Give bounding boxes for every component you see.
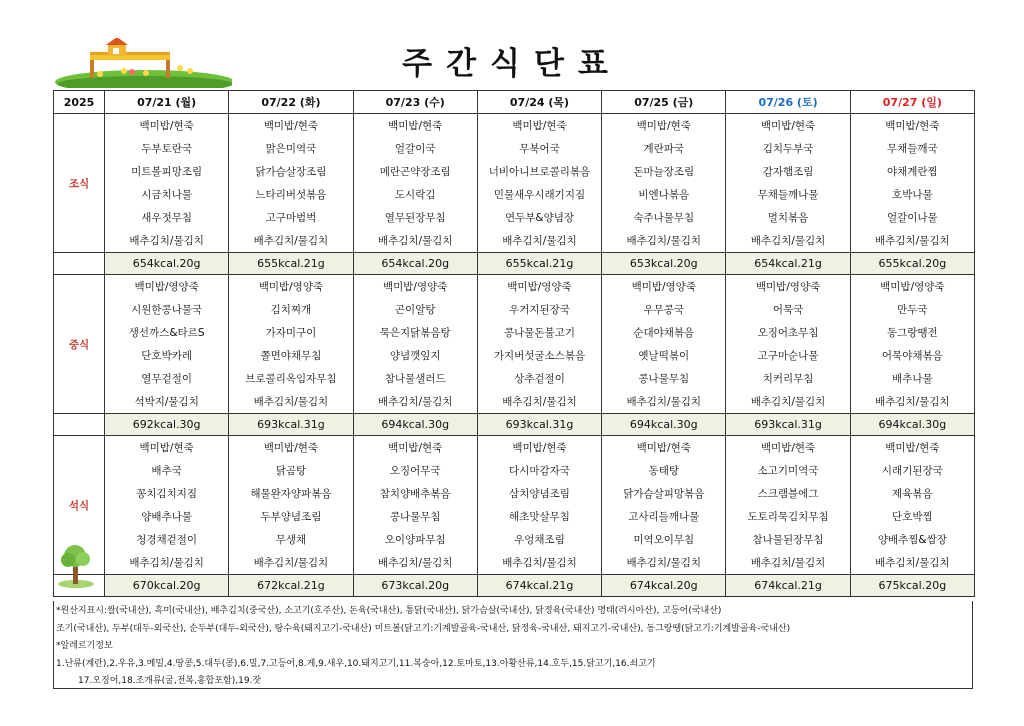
kcal-value: 674kcal.21g <box>477 575 601 597</box>
menu-item: 미트볼피망조림 <box>105 160 229 183</box>
menu-item: 배추김치/물김치 <box>229 390 353 414</box>
menu-item: 백미밥/영양죽 <box>850 275 974 299</box>
menu-item: 해물완자양파볶음 <box>229 482 353 505</box>
menu-row <box>54 114 975 138</box>
kcal-value: 670kcal.20g <box>105 575 229 597</box>
menu-row <box>54 183 975 206</box>
menu-item: 양념깻잎지 <box>353 344 477 367</box>
menu-item: 참치양배추볶음 <box>353 482 477 505</box>
menu-item: 너비아니브로콜리볶음 <box>477 160 601 183</box>
menu-row <box>54 229 975 253</box>
menu-item: 메란곤약장조림 <box>353 160 477 183</box>
menu-item: 참나물된장무침 <box>726 528 850 551</box>
menu-item: 배추김치/물김치 <box>726 390 850 414</box>
kcal-value: 655kcal.21g <box>477 253 601 275</box>
kcal-value: 694kcal.30g <box>850 414 974 436</box>
menu-row <box>54 482 975 505</box>
menu-item: 만두국 <box>850 298 974 321</box>
menu-item: 단호박카레 <box>105 344 229 367</box>
menu-item: 삼치양념조림 <box>477 482 601 505</box>
menu-item: 배추김치/물김치 <box>229 229 353 253</box>
menu-item: 백미밥/현죽 <box>477 114 601 138</box>
menu-item: 배추김치/물김치 <box>477 551 601 575</box>
menu-item: 백미밥/영양죽 <box>477 275 601 299</box>
kcal-value: 693kcal.31g <box>726 414 850 436</box>
menu-item: 오이양파무침 <box>353 528 477 551</box>
menu-item: 배추김치/물김치 <box>850 390 974 414</box>
menu-item: 배추김치/물김치 <box>105 229 229 253</box>
menu-item: 배추김치/물김치 <box>602 551 726 575</box>
kcal-value: 655kcal.20g <box>850 253 974 275</box>
menu-item: 배추나물 <box>850 367 974 390</box>
menu-item: 스크램블에그 <box>726 482 850 505</box>
menu-item: 얼갈이나물 <box>850 206 974 229</box>
menu-item: 김치찌개 <box>229 298 353 321</box>
menu-item: 맑은미역국 <box>229 137 353 160</box>
menu-item: 꽁치김치지짐 <box>105 482 229 505</box>
menu-item: 참나물샐러드 <box>353 367 477 390</box>
menu-item: 백미밥/현죽 <box>602 114 726 138</box>
origin-note: 조기(국내산), 두부(대두-외국산), 순두부(대두-외국산), 탕수육(돼지고기-국내산) 미트볼(닭고기:기계발골육-국내산, 닭정육-국내산, 돼지고기-국내산), 동그랑땡(닭고기:기계발골육-국내산) <box>56 623 791 634</box>
menu-item: 쫄면야채무침 <box>229 344 353 367</box>
menu-item: 오징어무국 <box>353 459 477 482</box>
menu-item: 해초맛살무침 <box>477 505 601 528</box>
menu-item: 콩나물무침 <box>602 367 726 390</box>
menu-item: 도시락김 <box>353 183 477 206</box>
menu-item: 연두부&양념장 <box>477 206 601 229</box>
kcal-value: 672kcal.21g <box>229 575 353 597</box>
menu-item: 상추겉절이 <box>477 367 601 390</box>
kcal-value: 693kcal.31g <box>477 414 601 436</box>
menu-item: 어묵야채볶음 <box>850 344 974 367</box>
menu-item: 새우젓무침 <box>105 206 229 229</box>
menu-item: 콩나물무침 <box>353 505 477 528</box>
menu-item: 고구마순나물 <box>726 344 850 367</box>
day-header: 07/25 (금) <box>602 91 726 114</box>
menu-item: 멸치볶음 <box>726 206 850 229</box>
menu-item: 백미밥/현죽 <box>353 114 477 138</box>
menu-row <box>54 137 975 160</box>
kcal-value: 674kcal.20g <box>602 575 726 597</box>
menu-item: 고사리들깨나물 <box>602 505 726 528</box>
menu-item: 배추국 <box>105 459 229 482</box>
kcal-value: 674kcal.21g <box>726 575 850 597</box>
menu-item: 소고기미역국 <box>726 459 850 482</box>
menu-item: 배추김치/물김치 <box>105 551 229 575</box>
menu-item: 느타리버섯볶음 <box>229 183 353 206</box>
menu-item: 배추김치/물김치 <box>353 551 477 575</box>
allergy-list: 1.난류(계란),2.우유,3.메밀,4.땅콩,5.대두(콩),6.밀,7.고등어,8.게,9.새우,10.돼지고기,11.복숭아,12.토마토,13.아황산류,14.호두,15.닭고기,16.쇠고기 <box>56 658 656 669</box>
menu-item: 청경채겉절이 <box>105 528 229 551</box>
menu-item: 시래기된장국 <box>850 459 974 482</box>
menu-item: 열무된장무침 <box>353 206 477 229</box>
menu-item: 무북어국 <box>477 137 601 160</box>
kcal-row <box>54 414 975 436</box>
menu-item: 도토리묵김치무침 <box>726 505 850 528</box>
menu-item: 야채계란찜 <box>850 160 974 183</box>
kcal-value: 673kcal.20g <box>353 575 477 597</box>
menu-item: 배추김치/물김치 <box>602 390 726 414</box>
menu-row <box>54 505 975 528</box>
menu-item: 호박나물 <box>850 183 974 206</box>
menu-item: 시금치나물 <box>105 183 229 206</box>
menu-row <box>54 206 975 229</box>
menu-item: 백미밥/현죽 <box>477 436 601 460</box>
kcal-value: 654kcal.21g <box>726 253 850 275</box>
menu-item: 닭가슴살피망볶음 <box>602 482 726 505</box>
kcal-row <box>54 575 975 597</box>
menu-item: 배추김치/물김치 <box>726 229 850 253</box>
menu-item: 백미밥/현죽 <box>602 436 726 460</box>
menu-item: 치커리무침 <box>726 367 850 390</box>
menu-row <box>54 551 975 575</box>
weekly-menu-table <box>53 90 975 597</box>
menu-item: 우무콩국 <box>602 298 726 321</box>
menu-row <box>54 436 975 460</box>
menu-item: 우엉채조림 <box>477 528 601 551</box>
menu-item: 돈마늘장조림 <box>602 160 726 183</box>
menu-item: 열무겉절이 <box>105 367 229 390</box>
menu-item: 옛날떡볶이 <box>602 344 726 367</box>
menu-item: 어묵국 <box>726 298 850 321</box>
kcal-value: 692kcal.30g <box>105 414 229 436</box>
menu-item: 배추김치/물김치 <box>477 229 601 253</box>
menu-item: 백미밥/현죽 <box>726 436 850 460</box>
menu-item: 백미밥/영양죽 <box>105 275 229 299</box>
allergy-heading: *알레르기정보 <box>56 641 113 652</box>
menu-item: 양배추찜&쌈장 <box>850 528 974 551</box>
menu-item: 백미밥/현죽 <box>229 114 353 138</box>
menu-item: 동태탕 <box>602 459 726 482</box>
menu-item: 배추김치/물김치 <box>477 390 601 414</box>
menu-item: 백미밥/현죽 <box>726 114 850 138</box>
menu-item: 비엔나볶음 <box>602 183 726 206</box>
menu-item: 배추김치/물김치 <box>353 390 477 414</box>
menu-item: 백미밥/영양죽 <box>602 275 726 299</box>
menu-item: 백미밥/현죽 <box>105 436 229 460</box>
menu-item: 민물새우시래기지짐 <box>477 183 601 206</box>
menu-item: 두부토란국 <box>105 137 229 160</box>
day-header: 07/21 (월) <box>105 91 229 114</box>
menu-item: 제육볶음 <box>850 482 974 505</box>
day-header: 07/24 (목) <box>477 91 601 114</box>
header-row <box>54 91 975 114</box>
allergy-list: 17.오징어,18.조개류(굴,전복,홍합포함),19.잣 <box>78 676 262 687</box>
meal-label: 중식 <box>54 275 105 414</box>
menu-item: 배추김치/물김치 <box>726 551 850 575</box>
kcal-row-spacer <box>54 414 105 436</box>
menu-row <box>54 160 975 183</box>
origin-note: *원산지표시:쌀(국내산), 흑미(국내산), 배추김치(중국산), 소고기(호주산), 돈육(국내산), 통닭(국내산), 닭가슴살(국내산), 닭정육(국내산) 명태(러시아산), 고등어(국내산) <box>56 606 722 616</box>
menu-item: 단호박찜 <box>850 505 974 528</box>
notes-section <box>53 601 973 689</box>
kcal-value: 694kcal.30g <box>353 414 477 436</box>
menu-item: 생선까스&타르S <box>105 321 229 344</box>
kcal-row-spacer <box>54 253 105 275</box>
kcal-value: 675kcal.20g <box>850 575 974 597</box>
menu-item: 백미밥/영양죽 <box>229 275 353 299</box>
menu-item: 김치두부국 <box>726 137 850 160</box>
menu-row <box>54 275 975 299</box>
menu-item: 시원한콩나물국 <box>105 298 229 321</box>
menu-item: 백미밥/현죽 <box>850 114 974 138</box>
menu-item: 무채들깨나물 <box>726 183 850 206</box>
menu-item: 석박지/물김치 <box>105 390 229 414</box>
menu-row <box>54 390 975 414</box>
menu-item: 양배추나물 <box>105 505 229 528</box>
menu-row <box>54 321 975 344</box>
kcal-value: 654kcal.20g <box>353 253 477 275</box>
menu-item: 배추김치/물김치 <box>850 229 974 253</box>
meal-label: 석식 <box>54 436 105 575</box>
kcal-value: 693kcal.31g <box>229 414 353 436</box>
menu-item: 백미밥/현죽 <box>105 114 229 138</box>
menu-item: 백미밥/영양죽 <box>353 275 477 299</box>
menu-item: 미역오이무침 <box>602 528 726 551</box>
day-header: 07/22 (화) <box>229 91 353 114</box>
menu-item: 백미밥/현죽 <box>353 436 477 460</box>
menu-item: 동그랑땡전 <box>850 321 974 344</box>
menu-item: 배추김치/물김치 <box>229 551 353 575</box>
menu-row <box>54 367 975 390</box>
menu-row <box>54 459 975 482</box>
menu-item: 숙주나물무침 <box>602 206 726 229</box>
menu-item: 순대야채볶음 <box>602 321 726 344</box>
menu-item: 가자미구이 <box>229 321 353 344</box>
menu-item: 백미밥/현죽 <box>229 436 353 460</box>
menu-item: 닭가슴살장조림 <box>229 160 353 183</box>
tree-icon <box>56 540 96 588</box>
kcal-value: 694kcal.30g <box>602 414 726 436</box>
year-header: 2025 <box>54 91 105 114</box>
menu-item: 무채들깨국 <box>850 137 974 160</box>
menu-item: 오징어초무침 <box>726 321 850 344</box>
menu-item: 배추김치/물김치 <box>353 229 477 253</box>
menu-item: 다시마감자국 <box>477 459 601 482</box>
menu-item: 가지버섯굴소스볶음 <box>477 344 601 367</box>
kcal-value: 655kcal.21g <box>229 253 353 275</box>
kcal-row <box>54 253 975 275</box>
menu-item: 우거지된장국 <box>477 298 601 321</box>
menu-item: 브로콜리옥임자무침 <box>229 367 353 390</box>
menu-item: 배추김치/물김치 <box>850 551 974 575</box>
kcal-value: 653kcal.20g <box>602 253 726 275</box>
menu-item: 배추김치/물김치 <box>602 229 726 253</box>
menu-item: 묵은지닭볶음탕 <box>353 321 477 344</box>
menu-item: 곤이알탕 <box>353 298 477 321</box>
menu-row <box>54 344 975 367</box>
kcal-value: 654kcal.20g <box>105 253 229 275</box>
menu-item: 백미밥/영양죽 <box>726 275 850 299</box>
menu-item: 고구마범벅 <box>229 206 353 229</box>
menu-item: 계란파국 <box>602 137 726 160</box>
page-title: 주간식단표 <box>402 46 622 82</box>
menu-item: 얼갈이국 <box>353 137 477 160</box>
menu-row <box>54 298 975 321</box>
menu-item: 콩나물돈불고기 <box>477 321 601 344</box>
meal-label: 조식 <box>54 114 105 253</box>
day-header-sunday: 07/27 (일) <box>850 91 974 114</box>
menu-item: 두부양념조림 <box>229 505 353 528</box>
menu-item: 무생채 <box>229 528 353 551</box>
day-header: 07/23 (수) <box>353 91 477 114</box>
menu-item: 감자햄조림 <box>726 160 850 183</box>
day-header-saturday: 07/26 (토) <box>726 91 850 114</box>
menu-row <box>54 528 975 551</box>
menu-item: 백미밥/현죽 <box>850 436 974 460</box>
menu-item: 닭곰탕 <box>229 459 353 482</box>
